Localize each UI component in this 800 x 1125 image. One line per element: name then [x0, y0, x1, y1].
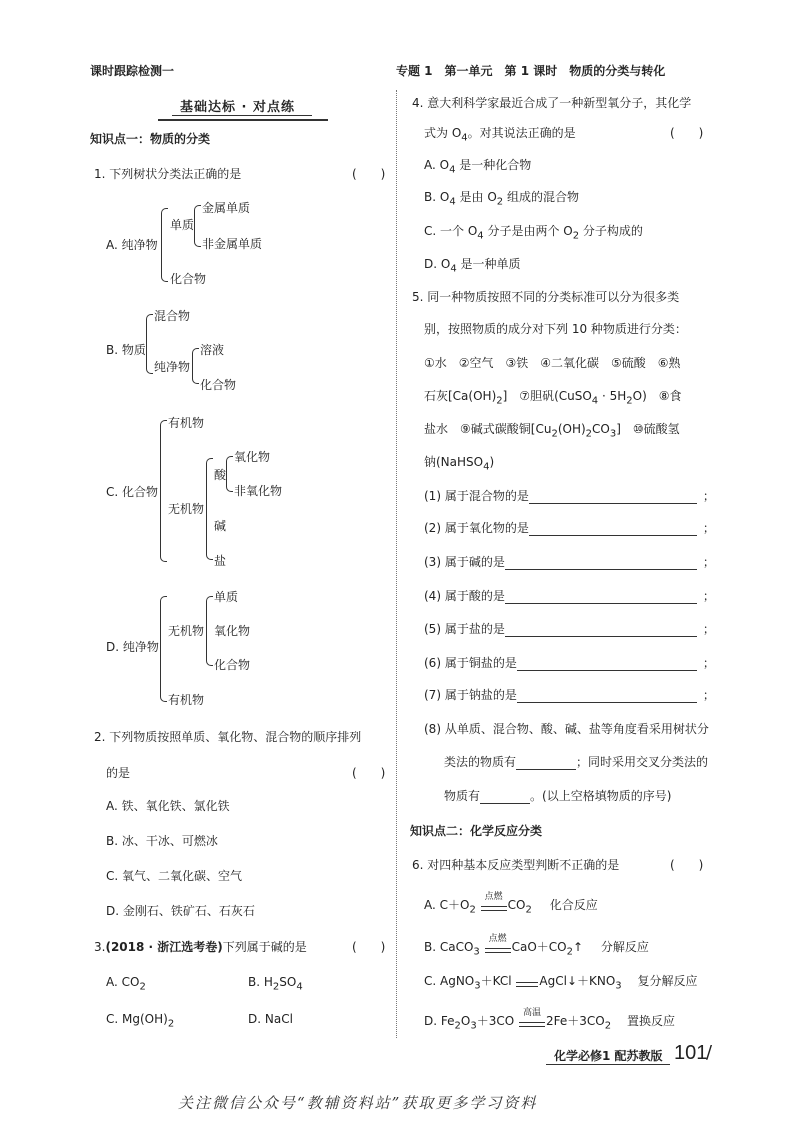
q5-line5: 盐水 ⑨碱式碳酸铜$[Cu_2(OH)_2CO_3]$ ⑩硫酸氢 [424, 422, 680, 440]
q1-b-label: B. 物质 [106, 343, 146, 357]
q3-stem: 3.(2018 · 浙江选考卷)下列属于碱的是 [94, 940, 307, 954]
q5-line4: 石灰$[Ca(OH)_2]$ ⑦胆矾(CuSO$_4$ · $5H_2O$) ⑧食 [424, 389, 682, 407]
q1-b-sub-brace [192, 348, 199, 384]
q6-b-condition: 点燃 [488, 934, 507, 945]
q1-a-feijinshu: 非金属单质 [202, 237, 263, 251]
q1-d-huahewu: 化合物 [214, 658, 251, 672]
q4-stem-line2: 式为 $O_4$。对其说法正确的是 [424, 126, 576, 144]
q2-option-b: B. 冰、干冰、可燃冰 [106, 834, 218, 848]
q1-b-huahewu: 化合物 [200, 378, 237, 392]
column-divider [396, 90, 397, 1038]
q1-c-youjiwu: 有机物 [168, 416, 205, 430]
q1-a-sub-brace [194, 205, 201, 247]
q1-d-danzhi: 单质 [214, 590, 239, 604]
footer-note: 关注微信公众号“教辅资料站”获取更多学习资料 [178, 1094, 538, 1112]
q1-paren: ( ) [352, 167, 386, 181]
answer-blank-5[interactable] [505, 624, 697, 637]
q5-line2: 别，按照物质的成分对下列 10 种物质进行分类： [424, 322, 687, 336]
q1-c-label: C. 化合物 [106, 485, 159, 499]
q6-option-d: D. $Fe_2O_3+3CO$ 高温 $2Fe+3CO_2$ 置换反应 [424, 1012, 675, 1031]
section-title: 基础达标 · 对点练 [180, 100, 295, 115]
section-title-underline-thick [158, 119, 328, 121]
q1-a-huahewu: 化合物 [170, 272, 207, 286]
q4-option-d: D. $O_4$ 是一种单质 [424, 257, 521, 275]
q5-sub8-line3: 物质有 。(以上空格填物质的序号) [444, 789, 672, 803]
q2-option-c: C. 氧气、二氧化碳、空气 [106, 869, 243, 883]
q1-d-wujiwu: 无机物 [168, 624, 205, 638]
q1-a-jinshu: 金属单质 [202, 201, 251, 215]
q2-option-a: A. 铁、氧化铁、氯化铁 [106, 799, 230, 813]
q1-d-label: D. 纯净物 [106, 640, 159, 654]
q1-c-yanghuawu: 氧化物 [234, 450, 271, 464]
q3-source: (2018 · 浙江选考卷) [105, 940, 223, 954]
q5-line3: ①水 ②空气 ③铁 ④二氧化碳 ⑤硫酸 ⑥熟 [424, 356, 681, 370]
q1-b-rongye: 溶液 [200, 343, 225, 357]
q3-option-a: A. $CO_2$ [106, 975, 146, 993]
q3-option-c: C. $Mg(OH)_2$ [106, 1012, 175, 1030]
knowledge-point-2: 知识点二：化学反应分类 [410, 824, 543, 838]
q1-c-acid-brace [226, 456, 233, 492]
q1-c-sub-brace [206, 458, 213, 560]
q1-d-youjiwu: 有机物 [168, 693, 205, 707]
q5-sub6: (6) 属于铜盐的是 ； [424, 656, 715, 670]
answer-blank-6[interactable] [517, 658, 697, 671]
q4-option-c: C. 一个 $O_4$ 分子是由两个 $O_2$ 分子构成的 [424, 224, 643, 242]
q6-stem: 6. 对四种基本反应类型判断不正确的是 [412, 858, 620, 872]
q4-paren: ( ) [670, 126, 704, 140]
q2-stem-line2: 的是 [106, 766, 131, 780]
q1-c-feiyanghuawu: 非氧化物 [234, 484, 283, 498]
q6-option-a: A. $C+O_2$ 点燃 $CO_2$ 化合反应 [424, 896, 598, 915]
answer-blank-8a[interactable] [516, 757, 576, 770]
q5-sub4: (4) 属于酸的是 ； [424, 589, 715, 603]
section-title-underline [172, 115, 312, 116]
footer-tag: 化学必修1 配苏教版 [554, 1049, 663, 1063]
q5-sub7: (7) 属于钠盐的是 ； [424, 688, 715, 702]
q6-a-condition: 点燃 [484, 892, 503, 903]
page-number: 101 [674, 1042, 708, 1064]
header-right: 专题 1 第一单元 第 1 课时 物质的分类与转化 [396, 64, 666, 78]
q3-option-b: B. $H_2SO_4$ [248, 975, 303, 993]
answer-blank-4[interactable] [505, 591, 697, 604]
q5-line6: 钠(NaHSO$_4$) [424, 455, 495, 473]
q4-option-a: A. $O_4$ 是一种化合物 [424, 158, 532, 176]
q1-c-suan: 酸 [214, 468, 227, 482]
q1-b-hunhewu: 混合物 [154, 309, 191, 323]
q4-option-b: B. $O_4$ 是由 $O_2$ 组成的混合物 [424, 190, 579, 208]
q1-c-wujiwu: 无机物 [168, 502, 205, 516]
q1-c-brace [160, 420, 167, 562]
q5-line1: 5. 同一种物质按照不同的分类标准可以分为很多类 [412, 290, 680, 304]
q6-paren: ( ) [670, 858, 704, 872]
q6-option-c: C. AgNO$_3$＋KCl $AgCl↓+KNO_3$ 复分解反应 [424, 974, 698, 992]
footer-rule [546, 1064, 670, 1065]
q5-sub8-line1: (8) 从单质、混合物、酸、碱、盐等角度看采用树状分 [424, 722, 709, 736]
q1-a-danzhi: 单质 [170, 218, 195, 232]
q3-paren: ( ) [352, 940, 386, 954]
answer-blank-8b[interactable] [480, 791, 530, 804]
q4-stem-line1: 4. 意大利科学家最近合成了一种新型氧分子，其化学 [412, 96, 692, 110]
q5-sub3: (3) 属于碱的是 ； [424, 555, 715, 569]
q1-a-label: A. 纯净物 [106, 238, 158, 252]
q1-stem: 1. 下列树状分类法正确的是 [94, 167, 242, 181]
q6-d-condition: 高温 [522, 1008, 541, 1019]
answer-blank-3[interactable] [505, 557, 697, 570]
q1-d-brace [160, 596, 167, 702]
q2-option-d: D. 金刚石、铁矿石、石灰石 [106, 904, 255, 918]
q1-d-yanghuawu: 氧化物 [214, 624, 251, 638]
page-number-slash: / [706, 1042, 713, 1063]
q1-c-jian: 碱 [214, 519, 227, 533]
answer-blank-2[interactable] [529, 523, 697, 536]
answer-blank-7[interactable] [517, 690, 697, 703]
q5-sub2: (2) 属于氧化物的是 ； [424, 521, 715, 535]
q1-d-sub-brace [206, 596, 213, 666]
q1-b-chunjingwu: 纯净物 [154, 360, 191, 374]
answer-blank-1[interactable] [529, 491, 697, 504]
q6-option-b: B. CaCO$_3$ 点燃 $CaO+CO_2↑$ 分解反应 [424, 938, 649, 957]
q5-sub1: (1) 属于混合物的是 ； [424, 489, 715, 503]
q1-c-yan: 盐 [214, 554, 227, 568]
knowledge-point-1: 知识点一：物质的分类 [90, 132, 211, 146]
q5-sub5: (5) 属于盐的是 ； [424, 622, 715, 636]
q2-stem-line1: 2. 下列物质按照单质、氧化物、混合物的顺序排列 [94, 730, 362, 744]
q1-b-brace [146, 314, 153, 374]
q2-paren: ( ) [352, 766, 386, 780]
q5-sub8-line2: 类法的物质有 ；同时采用交叉分类法的 [444, 755, 709, 769]
header-left: 课时跟踪检测一 [90, 64, 175, 78]
q1-a-brace [161, 208, 168, 282]
q3-option-d: D. NaCl [248, 1012, 293, 1026]
